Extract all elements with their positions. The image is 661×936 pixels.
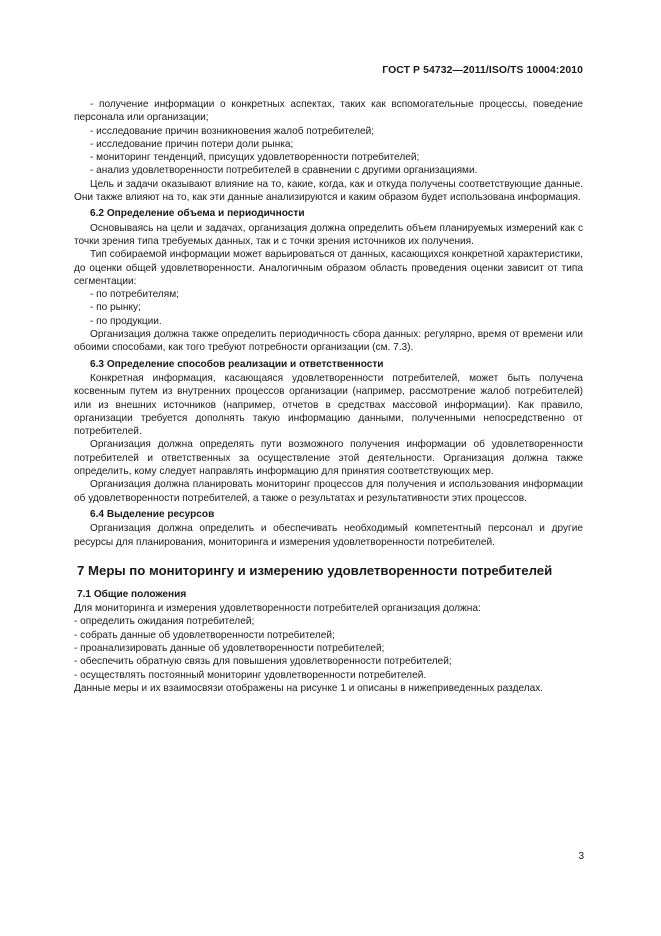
paragraph: Организация должна также определить периодичность сбора данных: регулярно, время от времени или обоими способами, как того требуют потребности организации (см. 7.3). xyxy=(74,329,583,354)
list-item: - по рынку; xyxy=(90,302,141,314)
paragraph: Организация должна планировать мониторинг процессов для получения и использования информации об удовлетворенности потребителей, а также о результатах и результативности этих процессов. xyxy=(74,479,583,504)
paragraph: Тип собираемой информации может варьироваться от данных, касающихся конкретной характеристики, до оценки общей удовлетворенности. Аналогичным образом область проведения оценки зависит от типа сегментации: xyxy=(74,249,583,287)
list-item: - получение информации о конкретных аспектах, таких как вспомогательные процессы, поведение персонала или организации; xyxy=(74,99,583,124)
paragraph: Цель и задачи оказывают влияние на то, какие, когда, как и откуда получены соответствующие данные. Они также влияют на то, как эти данные анализируются и каким образом будет использована информация. xyxy=(74,178,583,204)
list-item: - исследование причин возникновения жалоб потребителей; xyxy=(90,125,375,137)
section-heading-7-1: 7.1 Общие положения xyxy=(77,588,187,600)
section-heading-6-3: 6.3 Определение способов реализации и ответственности xyxy=(90,358,384,370)
paragraph: Основываясь на цели и задачах, организация должна определить объем планируемых измерений как с точки зрения типа требуемых данных, так и с точки зрения источников их получения. xyxy=(74,222,583,247)
paragraph: Организация должна определить и обеспечивать необходимый компетентный персонал и другие ресурсы для планирования, мониторинга и измерения удовлетворенности потребителей. xyxy=(74,523,583,548)
section-heading-6-4: 6.4 Выделение ресурсов xyxy=(90,508,215,520)
paragraph: Организация должна определять пути возможного получения информации об удовлетворенности потребителей и ответственных за осуществление этой деятельности. Организация должна также определить, кому следует направлять информацию для принятия соответствующих мер. xyxy=(74,439,583,478)
list-item: - осуществлять постоянный мониторинг удовлетворенности потребителей. xyxy=(74,669,427,681)
chapter-heading-7: 7 Меры по мониторингу и измерению удовлетворенности потребителей xyxy=(77,562,553,578)
document-body xyxy=(74,98,583,695)
page-number: 3 xyxy=(578,851,584,862)
paragraph: Конкретная информация, касающаяся удовлетворенности потребителей, может быть получена косвенным путем из внутренних процессов организации (например, рассмотрение жалоб потребителей) или из внешних источников (например, отчетов в средствах массовой информации). Как правило, организации требуется дополнять такую информацию данными, полученными непосредственно от потребителей. xyxy=(74,372,583,438)
list-item: - исследование причин потери доли рынка; xyxy=(90,138,294,150)
section-heading-6-2: 6.2 Определение объема и периодичности xyxy=(90,208,305,220)
list-item: - обеспечить обратную связь для повышения удовлетворенности потребителей; xyxy=(74,656,452,668)
list-item: - по продукции. xyxy=(90,315,162,327)
list-item: - проанализировать данные об удовлетворенности потребителей; xyxy=(74,642,385,654)
list-item: - анализ удовлетворенности потребителей в сравнении с другими организациями. xyxy=(90,165,478,177)
document-header: ГОСТ Р 54732—2011/ISO/TS 10004:2010 xyxy=(382,65,583,76)
paragraph: Данные меры и их взаимосвязи отображены на рисунке 1 и описаны в нижеприведенных разделах. xyxy=(74,682,544,694)
list-item: - определить ожидания потребителей; xyxy=(74,616,255,628)
list-item: - мониторинг тенденций, присущих удовлетворенности потребителей; xyxy=(90,152,420,164)
paragraph: Для мониторинга и измерения удовлетворенности потребителей организация должна: xyxy=(74,603,481,615)
list-item: - по потребителям; xyxy=(90,289,179,301)
list-item: - собрать данные об удовлетворенности потребителей; xyxy=(74,629,335,641)
